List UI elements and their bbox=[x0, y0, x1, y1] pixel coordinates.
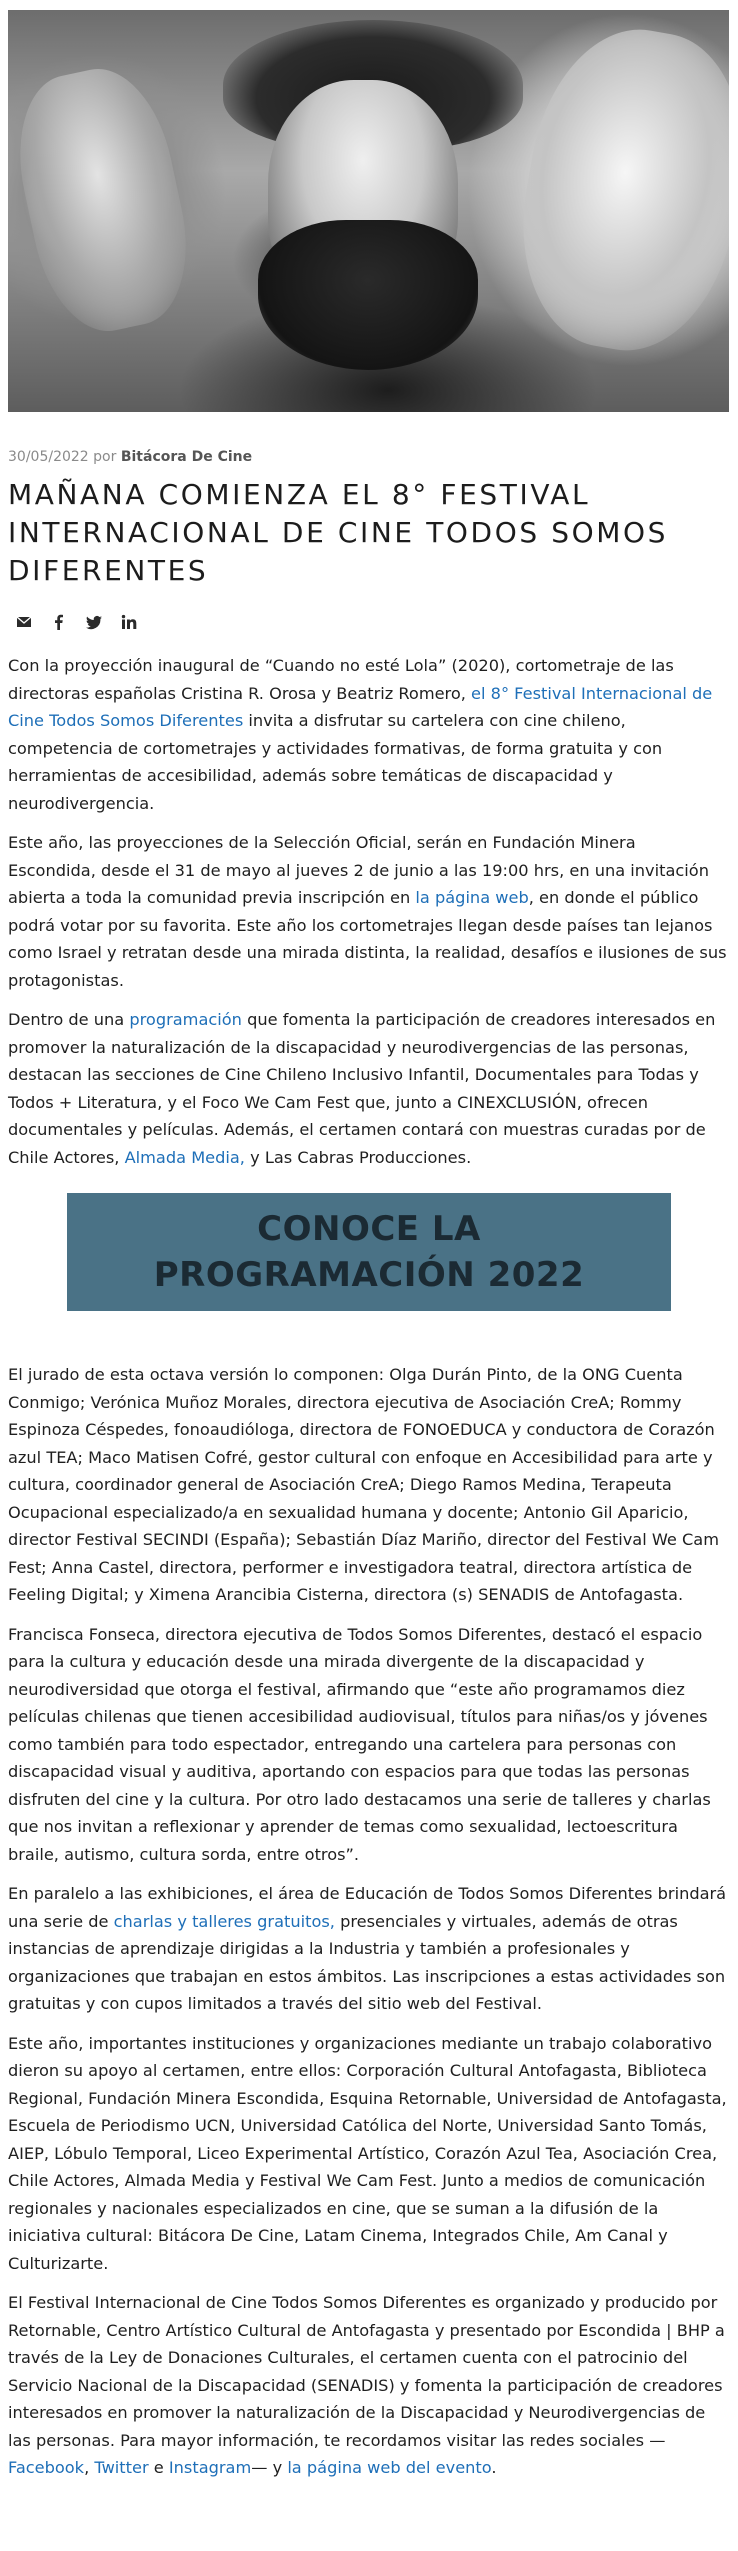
programacion-banner[interactable] bbox=[67, 1193, 671, 1311]
event-web-link[interactable]: la página web del evento bbox=[287, 2458, 492, 2477]
email-icon[interactable] bbox=[16, 614, 32, 630]
article-body-continued bbox=[8, 1361, 728, 2494]
hero-hand-right bbox=[502, 14, 729, 366]
paragraph-6: En paralelo a las exhibiciones, el área de Educación de Todos Somos Diferentes brindará una serie de charlas y talleres gratuitos, presenciales y virtuales, además de otras instancias de aprendizaje dirigidas a la Industria y también a profesionales y organizaciones que trabajan en estos ámbitos. Las inscripciones a estas actividades son gratuitas y con cupos limitados a través del sitio web del Festival. bbox=[8, 1884, 727, 2013]
post-by: por bbox=[93, 449, 117, 465]
web-page-link[interactable]: la página web bbox=[415, 888, 529, 907]
hero-beard bbox=[258, 220, 478, 370]
paragraph-4: El jurado de esta octava versión lo componen: Olga Durán Pinto, de la ONG Cuenta Conmigo; Verónica Muñoz Morales, directora ejecutiva de Asociación CreA; Rommy Espinoza Céspedes, fonoaudióloga, directora de FONOEDUCA y conductora de Corazón azul TEA; Maco Matisen Cofré, gestor cultural con enfoque en Accesibilidad para arte y cultura, coordinador general de Asociación CreA; Diego Ramos Medina, Terapeuta Ocupacional especializado/a en sexualidad humana y docente; Antonio Gil Aparicio, director Festival SECINDI (España); Sebastián Díaz Mariño, director del Festival We Cam Fest; Anna Castel, directora, performer e investigadora teatral, directora artística de Feeling Digital; y Ximena Arancibia Cisterna, directora (s) SENADIS de Antofagasta. bbox=[8, 1365, 719, 1604]
post-meta bbox=[8, 447, 252, 467]
post-date: 30/05/2022 bbox=[8, 449, 89, 465]
festival-link[interactable]: el 8° Festival Internacional de Cine Todos Somos Diferentes bbox=[8, 683, 713, 730]
post-author-link[interactable]: Bitácora De Cine bbox=[120, 449, 253, 465]
facebook-icon[interactable] bbox=[51, 614, 67, 630]
almada-media-link[interactable]: Almada Media, bbox=[124, 1147, 245, 1167]
facebook-link[interactable]: Facebook bbox=[8, 2458, 85, 2477]
charlas-talleres-link[interactable]: charlas y talleres gratuitos, bbox=[113, 1911, 335, 1931]
instagram-link[interactable]: Instagram bbox=[168, 2458, 252, 2477]
hero-photo bbox=[8, 10, 729, 412]
share-bar bbox=[16, 612, 137, 632]
paragraph-7: Este año, importantes instituciones y organizaciones mediante un trabajo colaborativo dieron su apoyo al certamen, entre ellos: Corporación Cultural Antofagasta, Biblioteca Regional, Fundación Minera Escondida, Esquina Retornable, Universidad de Antofagasta, Escuela de Periodismo UCN, Universidad Católica del Norte, Universidad Santo Tomás, AIEP, Lóbulo Temporal, Liceo Experimental Artístico, Corazón Azul Tea, Asociación Crea, Chile Actores, Almada Media y Festival We Cam Fest. Junto a medios de comunicación regionales y nacionales especializados en cine, que se suman a la difusión de la iniciativa cultural: Bitácora De Cine, Latam Cinema, Integrados Chile, Am Canal y Culturizarte. bbox=[8, 2033, 727, 2273]
twitter-link[interactable]: Twitter bbox=[94, 2458, 149, 2477]
hero-hand-left bbox=[8, 57, 203, 343]
banner-line-1: CONOCE LA bbox=[257, 1209, 481, 1249]
twitter-icon[interactable] bbox=[86, 614, 102, 630]
paragraph-2: Este año, las proyecciones de la Selección Oficial, serán en Fundación Minera Escondida, desde el 31 de mayo al jueves 2 de junio a las 19:00 hrs, en una invitación abierta a toda la comunidad previa inscripción en la página web, en donde el público podrá votar por su favorita. Este año los cortometrajes llegan desde países tan lejanos como Israel y retratan desde una mirada distinta, la realidad, desafíos e ilusiones de sus protagonistas. bbox=[8, 833, 727, 990]
paragraph-5: Francisca Fonseca, directora ejecutiva de Todos Somos Diferentes, destacó el espacio para la cultura y educación desde una mirada divergente de la discapacidad y neurodiversidad que otorga el festival, afirmando que “este año programamos diez películas chilenas que tienen accesibilidad audiovisual, títulos para niñas/os y jóvenes como también para todo espectador, entregando una cartelera para personas con discapacidad visual y auditiva, aportando con espacios para que todas las personas disfruten del cine y la cultura. Por otro lado destacamos una serie de talleres y charlas que nos invitan a reflexionar y aprender de temas como sexualidad, lectoescritura braile, autismo, cultura sorda, entre otros”. bbox=[8, 1624, 711, 1864]
programacion-link[interactable]: programación bbox=[129, 1010, 242, 1029]
paragraph-8: El Festival Internacional de Cine Todos Somos Diferentes es organizado y producido por Retornable, Centro Artístico Cultural de Antofagasta y presentado por Escondida | BHP a través de la Ley de Donaciones Culturales, el certamen cuenta con el patrocinio del Servicio Nacional de la Discapacidad (SENADIS) y fomenta la participación de creadores interesados en promover la naturalización de la Discapacidad y Neurodivergencias de las personas. Para mayor información, te recordamos visitar las redes sociales —Facebook, Twitter e Instagram— y la página web del evento. bbox=[8, 2293, 725, 2477]
paragraph-1: Con la proyección inaugural de “Cuando no esté Lola” (2020), cortometraje de las directoras españolas Cristina R. Orosa y Beatriz Romero, el 8° Festival Internacional de Cine Todos Somos Diferentes invita a disfrutar su cartelera con cine chileno, competencia de cortometrajes y actividades formativas, de forma gratuita y con herramientas de accesibilidad, además sobre temáticas de discapacidad y neurodivergencia. bbox=[8, 656, 713, 813]
linkedin-icon[interactable] bbox=[121, 614, 137, 630]
paragraph-3: Dentro de una programación que fomenta la participación de creadores interesados en promover la naturalización de la discapacidad y neurodivergencias de las personas, destacan las secciones de Cine Chileno Inclusivo Infantil, Documentales para Todas y Todos + Literatura, y el Foco We Cam Fest que, junto a CINEXCLUSIÓN, ofrecen documentales y películas. Además, el certamen contará con muestras curadas por de Chile Actores, Almada Media, y Las Cabras Producciones. bbox=[8, 1010, 716, 1167]
article-body bbox=[8, 652, 728, 1183]
article-title: MAÑANA COMIENZA EL 8° FESTIVAL INTERNACIONAL DE CINE TODOS SOMOS DIFERENTES bbox=[8, 478, 669, 587]
banner-line-2: PROGRAMACIÓN 2022 bbox=[153, 1255, 585, 1295]
